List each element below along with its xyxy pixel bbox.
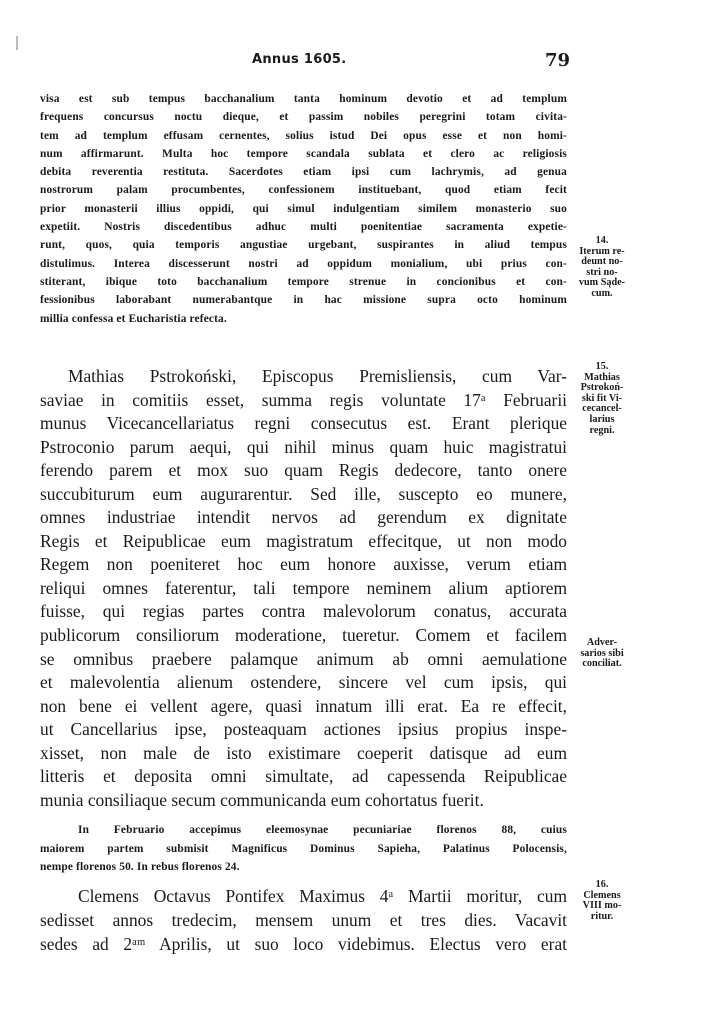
text-line: ut Cancellarius ipse, posteaquam actiones ipsius propius inspe-: [40, 719, 567, 740]
text-line: nempe florenos 50. In rebus florenos 24.: [40, 861, 240, 874]
text-line: prior monasterii illius oppidi, qui simul indulgentiam similem monasterio suo: [40, 202, 567, 215]
text-line: stiterant, ibique toto bacchanalium tempore strenue in concionibus et con-: [40, 275, 567, 288]
paragraph-2: [40, 365, 567, 812]
marginal-line: ritur.: [590, 910, 614, 922]
text-line: munus Vicecancellariatus regni consecutus est. Erant plerique: [40, 413, 567, 434]
text-line: num affirmarunt. Multa hoc tempore scandala sublata et clero ac religiosis: [40, 147, 567, 160]
running-title: Annus 1605.: [252, 52, 347, 67]
marginal-line: 16.: [595, 879, 609, 890]
marginal-line: cecancel-: [582, 403, 622, 415]
marginal-line: larius: [589, 413, 615, 425]
text-line: Mathias Pstrokoński, Episcopus Premisliensis, cum Var-: [68, 366, 567, 386]
marginal-line: 15.: [595, 361, 609, 372]
text-line: fessionibus laborabant numerabantque in hac missione supra octo hominum: [40, 294, 567, 307]
page-header: [40, 50, 570, 74]
text-line: debita reverentia restituta. Sacerdotes etiam ipsi cum lachrymis, ad genua: [40, 166, 567, 179]
marginal-line: Mathias: [584, 371, 620, 383]
text-line: publicorum consiliorum moderatione, tueretur. Comem et facilem: [40, 625, 567, 646]
marginal-note-14: [571, 236, 633, 300]
marginal-line: Iterum re-: [579, 245, 625, 257]
text-line: In Februario accepimus eleemosynae pecuniariae florenos 88, cuius: [78, 824, 567, 836]
text-line: ferendo parem et mox suo quam Regis dedecore, tanto onere: [40, 460, 567, 481]
marginal-line: deunt no-: [581, 256, 623, 268]
marginal-line: sarios sibi: [580, 647, 624, 659]
text-line: saviae in comitiis esset, summa regis voluntate 17ᵃ Februarii: [40, 389, 567, 410]
text-line: et malevolentia alienum ostendere, sincere vel cum ipsis, qui: [40, 672, 567, 693]
paragraph-4: [40, 884, 567, 956]
text-line: distulimus. Interea discesserunt nostri ad oppidum monialium, ubi prius con-: [40, 257, 567, 270]
text-line: sedisset annos tredecim, mensem unum et tres dies. Vacavit: [40, 910, 567, 930]
marginal-line: ski fit Vi-: [581, 392, 623, 404]
text-line: xisset, non male de isto existimare coeperit datisque ad eum: [40, 742, 567, 763]
scan-edge-mark: [16, 36, 18, 50]
marginal-note-15: [571, 362, 633, 436]
text-line: succubiturum eum augurarentur. Sed ille, suscepto eo munere,: [40, 483, 567, 504]
text-line: tem ad templum effusam cernentes, solius istud Dei opus esse et non homi-: [40, 129, 567, 142]
marginal-line: regni.: [589, 424, 615, 436]
marginal-line: vum Sąde-: [578, 277, 626, 289]
text-line: frequens concursus noctu dieque, et passim nobiles peregrini totam civita-: [40, 111, 567, 124]
marginal-line: Pstrokoń-: [580, 382, 624, 394]
text-line: expetiit. Nostris discedentibus adhuc multi poenitentiae sacramenta expetie-: [40, 221, 567, 234]
marginal-line: Adver-: [586, 637, 618, 648]
marginal-line: VIII mo-: [582, 900, 622, 912]
text-line: sedes ad 2ᵃᵐ Aprilis, ut suo loco videbimus. Electus vero erat: [40, 934, 567, 954]
text-line: munia consiliaque secum communicanda eum cohortatus fuerit.: [40, 789, 484, 810]
marginal-note-16: [571, 880, 633, 922]
marginal-line: Clemens: [583, 889, 621, 901]
text-line: runt, quos, quia temporis angustiae urgebant, suspirantes in aliud tempus: [40, 239, 567, 252]
text-line: maiorem partem submisit Magnificus Dominus Sapieha, Palatinus Polocensis,: [40, 842, 567, 855]
text-line: reliqui omnes faterentur, tali tempore neminem alium aptiorem: [40, 577, 567, 598]
paragraph-1: [40, 90, 567, 328]
text-line: Regem non poeniteret hoc eum honore auxisse, verum etiam: [40, 554, 567, 575]
page-number: 79: [544, 50, 570, 71]
marginal-line: 14.: [595, 235, 609, 246]
text-line: millia confessa et Eucharistia refecta.: [40, 312, 227, 325]
marginal-line: conciliat.: [582, 658, 622, 670]
text-line: se omnibus praebere palamque animum ab omni aemulatione: [40, 648, 567, 669]
text-line: Clemens Octavus Pontifex Maximus 4ᵃ Martii moritur, cum: [78, 886, 567, 906]
marginal-note-adversarios: [571, 638, 633, 670]
text-line: non bene ei vellent agere, quasi innatum illi erat. Ea re effecit,: [40, 695, 567, 716]
text-line: fuisse, qui regias partes contra malevolorum conatus, accurata: [40, 601, 567, 622]
marginal-line: cum.: [591, 287, 613, 299]
text-line: omnes industriae intendit nervos ad gerendum ex dignitate: [40, 507, 567, 528]
text-line: visa est sub tempus bacchanalium tanta hominum devotio et ad templum: [40, 93, 567, 105]
paragraph-3: [40, 821, 567, 877]
text-line: Regis et Reipublicae eum magistratum effecitque, ut non modo: [40, 530, 567, 551]
marginal-line: stri no-: [586, 266, 618, 278]
text-line: litteris et deposita omni simultate, ad capessenda Reipublicae: [40, 766, 567, 787]
text-line: nostrorum palam procumbentes, confessionem instituebant, quod etiam fecit: [40, 184, 567, 197]
text-line: Pstroconio parum aequi, qui nihil minus quam huic magistratui: [40, 436, 567, 457]
